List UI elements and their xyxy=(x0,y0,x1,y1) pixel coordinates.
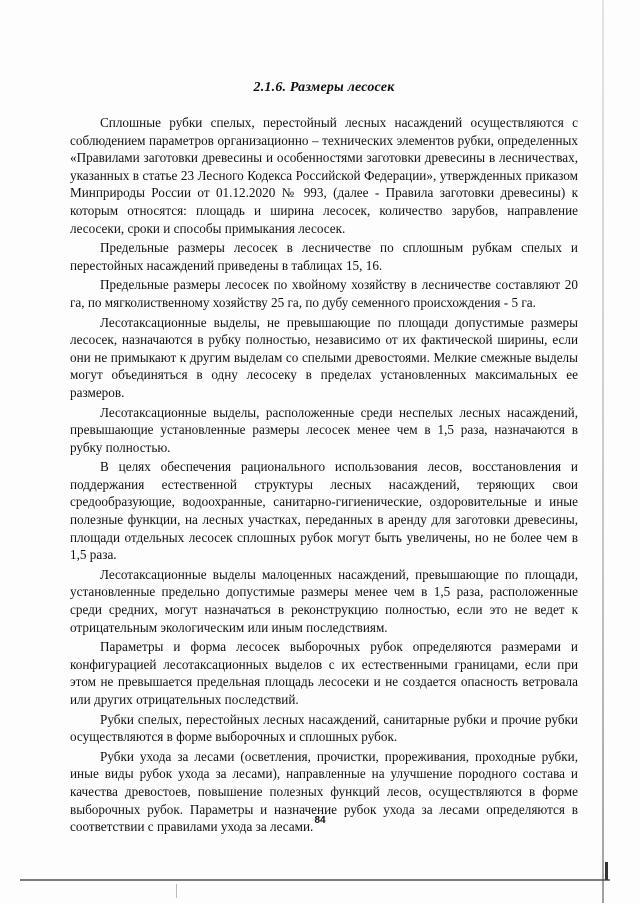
paragraph: В целях обеспечения рационального использования лесов, восстановления и поддержания естественной структуры лесных насаждений, теряющих свои средообразующие, водоохранные, санитарно-гигиенические, оздоровительные и иные полезные функции, на лесных участках, переданных в аренду для заготовки древесины, площади отдельных лесосек сплошных рубок могут быть увеличены, но не более чем в 1,5 раза. xyxy=(70,459,578,563)
scan-edge-right xyxy=(602,0,604,903)
paragraph: Лесотаксационные выделы, расположенные среди неспелых лесных насаждений, превышающие установленные размеры лесосек менее чем в 1,5 раза, назначаются в рубку полностью. xyxy=(70,404,578,455)
paragraph: Лесотаксационные выделы малоценных насаждений, превышающие по площади, установленные предельно допустимые размеры менее чем в 1,5 раза, расположенные среди средних, могут назначаться в реконструкцию полностью, если это не ведет к отрицательным экологическим или иным последствиям. xyxy=(70,566,578,635)
section-title: 2.1.6. Размеры лесосек xyxy=(253,80,395,95)
paragraph: Предельные размеры лесосек по хвойному хозяйству в лесничестве составляют 20 га, по мягколиственному хозяйству 25 га, по дубу семенного происхождения - 5 га. xyxy=(70,277,578,310)
page-number: 84 xyxy=(314,815,326,826)
paragraph: Рубки спелых, перестойных лесных насаждений, санитарные рубки и прочие рубки осуществляются в форме выборочных и сплошных рубок. xyxy=(70,711,578,745)
paragraph: Сплошные рубки спелых, перестойный лесных насаждений осуществляются с соблюдением параметров организационно – технических элементов рубки, определенных «Правилами заготовки древесины и особенностями заготовки древесины в лесничествах, указанных в статье 23 Лесного Кодекса Российской Федерации», утвержденных приказом Минприроды России от 01.12.2020 № 993, (далее - Правила заготовки древесины) к которым относятся: площадь и ширина лесосек, количество зарубов, направление лесосеки, сроки и способы примыкания лесосек. xyxy=(70,115,578,236)
page-content xyxy=(70,80,578,838)
scan-corner-mark xyxy=(605,862,608,880)
scan-mark xyxy=(176,884,177,898)
paragraph: Параметры и форма лесосек выборочных рубок определяются размерами и конфигурацией лесотаксационных выделов с их естественными границами, если при этом не превышается предельная площадь лесосеки и не создается опасность ветровала или других отрицательных последствий. xyxy=(70,639,578,707)
paragraph: Лесотаксационные выделы, не превышающие по площади допустимые размеры лесосек, назначаются в рубку полностью, независимо от их фактической ширины, если они не примыкают к другим выделам со спелыми древостоями. Мелкие смежные выделы могут объединяться в одну лесосеку в пределах установленных максимальных ее размеров. xyxy=(70,314,578,400)
scan-edge-bottom xyxy=(20,879,610,881)
paragraph: Рубки ухода за лесами (осветления, прочистки, прореживания, проходные рубки, иные виды рубок ухода за лесами), направленные на улучшение породного состава и качества древостоев, повышение полезных функций лесов, осуществляются в форме выборочных рубок. Параметры и назначение рубок ухода за лесами определяются в соответствии с правилами ухода за лесами. xyxy=(70,748,578,835)
paragraph: Предельные размеры лесосек в лесничестве по сплошным рубкам спелых и перестойных насаждений приведены в таблицах 15, 16. xyxy=(70,240,578,273)
